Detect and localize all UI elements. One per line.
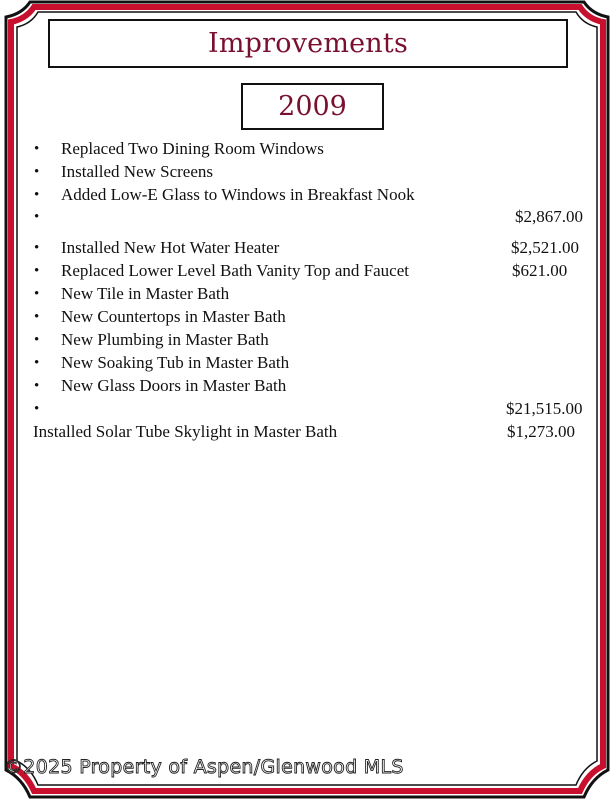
- item-amount: $2,521.00: [511, 238, 579, 257]
- bullet: •: [34, 240, 40, 256]
- item-label: Added Low-E Glass to Windows in Breakfast Nook: [61, 185, 415, 204]
- item-amount: $21,515.00: [506, 399, 583, 418]
- item-label: Installed New Hot Water Heater: [61, 238, 280, 257]
- year-heading: 2009: [278, 91, 347, 122]
- item-label: Installed Solar Tube Skylight in Master Bath: [33, 422, 338, 441]
- list-item: [0, 206, 612, 228]
- list-item: [0, 184, 612, 206]
- watermark: ©2025 Property of Aspen/Glenwood MLS: [4, 756, 404, 778]
- bullet: •: [34, 309, 40, 325]
- list-item: [0, 352, 612, 374]
- list-item: [0, 260, 612, 282]
- item-label: Replaced Lower Level Bath Vanity Top and Faucet: [61, 261, 409, 280]
- list-item: [0, 398, 612, 420]
- page-title: Improvements: [207, 28, 409, 59]
- bullet: •: [34, 355, 40, 371]
- item-label: New Plumbing in Master Bath: [61, 330, 269, 349]
- bullet: •: [34, 286, 40, 302]
- bullet: •: [34, 164, 40, 180]
- list-item: [0, 161, 612, 183]
- bullet: •: [34, 332, 40, 348]
- item-amount: $621.00: [512, 261, 568, 280]
- item-label: New Glass Doors in Master Bath: [61, 376, 287, 395]
- item-amount: $1,273.00: [507, 422, 575, 441]
- list-item: [0, 306, 612, 328]
- bullet: •: [34, 263, 40, 279]
- item-label: Replaced Two Dining Room Windows: [61, 139, 324, 158]
- list-item: [0, 329, 612, 351]
- bullet: •: [34, 378, 40, 394]
- list-item: [0, 283, 612, 305]
- bullet: •: [34, 187, 40, 203]
- list-item: [0, 237, 612, 259]
- item-label: New Countertops in Master Bath: [61, 307, 286, 326]
- list-item: [0, 138, 612, 160]
- item-label: New Tile in Master Bath: [61, 284, 230, 303]
- bullet: •: [34, 141, 40, 157]
- list-item: [0, 375, 612, 397]
- bullet: •: [34, 209, 40, 225]
- bullet: •: [34, 401, 40, 417]
- list-item-final: [0, 421, 612, 443]
- item-label: New Soaking Tub in Master Bath: [61, 353, 290, 372]
- item-label: Installed New Screens: [61, 162, 214, 181]
- item-amount: $2,867.00: [515, 207, 583, 226]
